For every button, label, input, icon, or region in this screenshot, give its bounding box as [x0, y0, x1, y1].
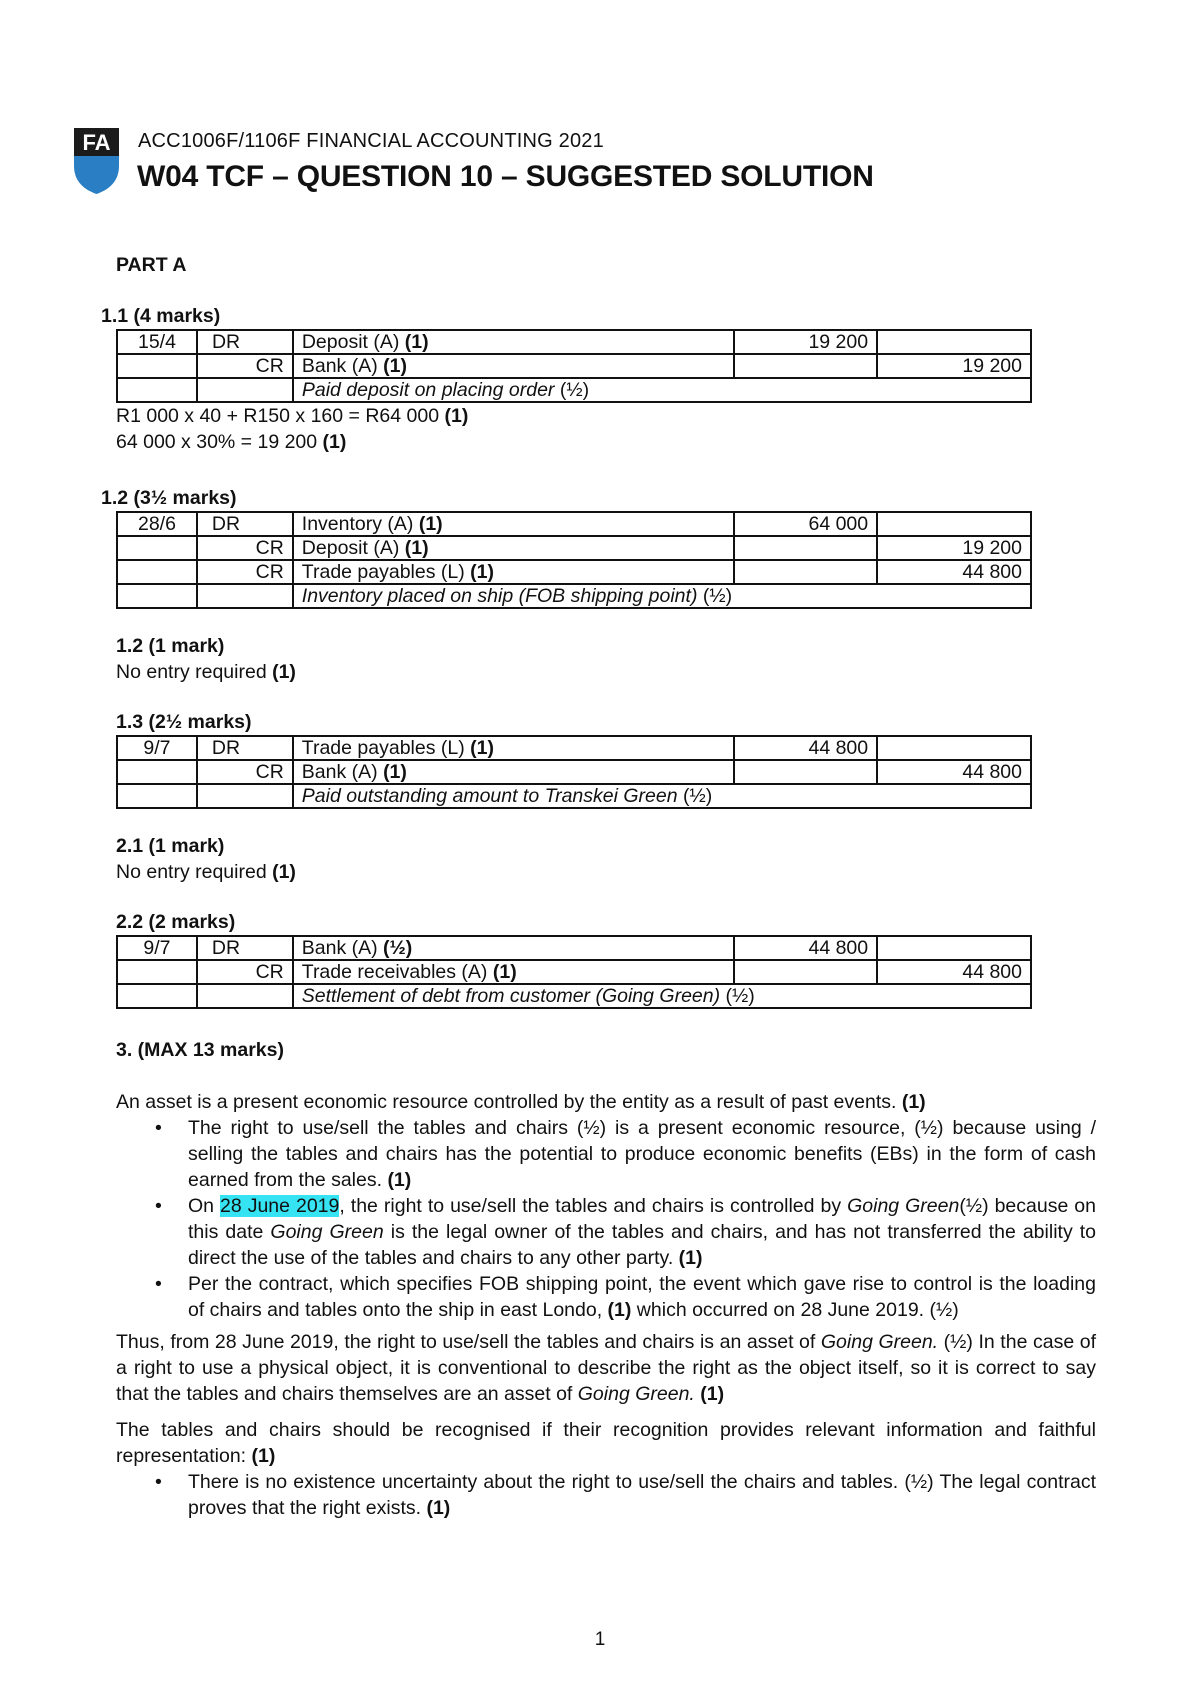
section-heading-1-1: 1.1 (4 marks): [101, 305, 221, 327]
criteria-list: [116, 1115, 1096, 1323]
content: [101, 252, 1097, 1521]
conclusion-paragraph: Thus, from 28 June 2019, the right to use/sell the tables and chairs is an asset of Going Green. (½) In the case of a right to use a physical object, it is conventional to describe the right as the object itself, so it is correct to say that the tables and chairs themselves are an asset of Going Green. (1): [116, 1331, 1096, 1405]
part-heading: PART A: [116, 254, 187, 276]
document-title: W04 TCF – QUESTION 10 – SUGGESTED SOLUTION: [137, 160, 874, 193]
table-row: 28/6 DR Inventory (A) (1) 64 000: [117, 512, 1031, 536]
no-entry-text: No entry required (1): [116, 861, 296, 883]
journal-table-2-2: [116, 935, 1032, 1009]
list-item: • There is no existence uncertainty about the right to use/sell the chairs and tables. (½) The legal contract proves that the right exists. (1): [188, 1469, 1096, 1521]
page-number: 1: [594, 1629, 606, 1650]
table-row: 15/4 DR Deposit (A) (1) 19 200: [117, 330, 1031, 354]
highlighted-date: 28 June 2019: [220, 1195, 340, 1217]
table-row: CR Trade payables (L) (1) 44 800: [117, 560, 1031, 584]
section-heading-2-2: 2.2 (2 marks): [116, 911, 236, 933]
asset-definition: An asset is a present economic resource controlled by the entity as a result of past events. (1): [116, 1091, 926, 1113]
table-row: 9/7 DR Bank (A) (½) 44 800: [117, 936, 1031, 960]
recognition-paragraph: The tables and chairs should be recognised if their recognition provides relevant information and faithful representation: (1): [116, 1419, 1096, 1467]
table-row: CR Deposit (A) (1) 19 200: [117, 536, 1031, 560]
no-entry-text: No entry required (1): [116, 661, 296, 683]
list-item: • On 28 June 2019, the right to use/sell the tables and chairs is controlled by Going Green(½) because on this date Going Green is the legal owner of the tables and chairs, and has not transferred the ability to direct the use of the tables and chairs to any other party. (1): [188, 1193, 1096, 1271]
list-item: • The right to use/sell the tables and chairs (½) is a present economic resource, (½) because using / selling the tables and chairs has the potential to produce economic benefits (EBs) in the form of cash earned from the sales. (1): [188, 1115, 1096, 1193]
section-heading-3: 3. (MAX 13 marks): [116, 1039, 284, 1061]
table-row: Inventory placed on ship (FOB shipping point) (½): [117, 584, 1031, 608]
section-heading-1-2: 1.2 (3½ marks): [101, 487, 237, 509]
calc-line: 64 000 x 30% = 19 200 (1): [116, 431, 347, 453]
course-label: ACC1006F/1106F FINANCIAL ACCOUNTING 2021: [138, 130, 604, 152]
calc-line: R1 000 x 40 + R150 x 160 = R64 000 (1): [116, 405, 469, 427]
table-row: CR Bank (A) (1) 19 200: [117, 354, 1031, 378]
table-row: CR Trade receivables (A) (1) 44 800: [117, 960, 1031, 984]
journal-table-1-1: [116, 329, 1032, 403]
journal-table-1-3: [116, 735, 1032, 809]
table-row: CR Bank (A) (1) 44 800: [117, 760, 1031, 784]
recognition-list: [116, 1469, 1096, 1521]
list-item: • Per the contract, which specifies FOB shipping point, the event which gave rise to control is the loading of chairs and tables onto the ship in east Londo, (1) which occurred on 28 June 2019. (½): [188, 1271, 1096, 1323]
table-row: 9/7 DR Trade payables (L) (1) 44 800: [117, 736, 1031, 760]
table-row: Paid deposit on placing order (½): [117, 378, 1031, 402]
section-heading-1-2b: 1.2 (1 mark): [116, 635, 225, 657]
table-row: Settlement of debt from customer (Going Green) (½): [117, 984, 1031, 1008]
section-heading-2-1: 2.1 (1 mark): [116, 835, 225, 857]
table-row: Paid outstanding amount to Transkei Green (½): [117, 784, 1031, 808]
logo-text: FA: [82, 130, 111, 155]
section-heading-1-3: 1.3 (2½ marks): [116, 711, 252, 733]
fa-shield-logo: [72, 126, 121, 196]
journal-table-1-2: [116, 511, 1032, 609]
